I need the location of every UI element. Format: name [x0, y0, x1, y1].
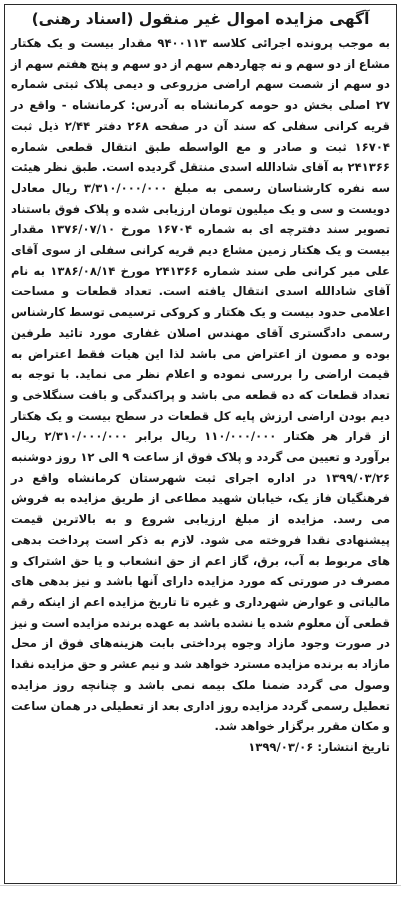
notice-title: آگهی مزایده اموال غیر منقول (اسناد رهنی)	[31, 10, 370, 28]
notice-body: به موجب پرونده اجرائی کلاسه ۹۴۰۰۱۱۳ مقدار بیست و یک هکتار مشاع از دو سهم و نه چهاردهم سهم از دو سهم و پنج هفتم سهم از دو سهم از شصت سهم اراضی مزروعی و دیمی پلاک ثبتی شماره ۲۷ اصلی بخش دو حومه کرمانشاه به آدرس: کرمانشاه - واقع در قریه کرانی سفلی که سند آن در صفحه ۲۶۸ دفتر ۲/۴۴ ذیل ثبت ۱۶۷۰۴ ثبت و صادر و مع الواسطه طبق انتقال قطعی شماره ۲۴۱۳۶۶ به آقای شادالله اسدی منتقل گردیده است. طبق نظر هیئت سه نفره کارشناسان رسمی به مبلغ ۳/۳۱۰/۰۰۰/۰۰۰ ریال معادل دویست و سی و یک میلیون تومان ارزیابی شده و پلاک فوق باستناد تصویر سند دفترچه ای به شماره ۱۶۷۰۴ مورخ ۱۳۷۶/۰۷/۱۰ مقدار بیست و یک هکتار زمین مشاع دیم قریه کرانی سفلی از سوی آقای علی میر کرانی طی سند شماره ۲۴۱۳۶۶ مورخ ۱۳۸۶/۰۸/۱۴ به نام آقای شادالله اسدی انتقال یافته است. تعداد قطعات و مساحت اعلامی حدود بیست و یک هکتار و کروکی ترسیمی توسط کارشناس رسمی دادگستری آقای مهندس اصلان غفاری مورد تائید طرفین بوده و مصون از اعتراض می باشد لذا این هیات فقط اعتراض به قیمت اراضی را بررسی نموده و اعلام نظر می نماید. با توجه به تعداد قطعات که ده قطعه می باشد و پراکندگی و بافت سنگلاخی و دیم بودن اراضی ارزش پایه کل قطعات در سطح بیست و یک هکتار از قرار هر هکتار ۱۱۰/۰۰۰/۰۰۰ ریال برابر ۲/۳۱۰/۰۰۰/۰۰۰ ریال برآورد و تعیین می گردد و پلاک فوق از ساعت ۹ الی ۱۲ روز دوشنبه ۱۳۹۹/۰۳/۲۶ در اداره اجرای ثبت شهرستان کرمانشاه واقع در فرهنگیان فاز یک، خیابان شهید مطاعی از طریق مزایده به فروش می رسد. مزایده از مبلغ ارزیابی شروع و به بالاترین قیمت پیشنهادی نقدا فروخته می شود. لازم به ذکر است پرداخت بدهی های مربوط به آب، برق، گاز اعم از حق انشعاب و یا حق اشتراک و مصرف در صورتی که مورد مزایده دارای آنها باشد و نیز بدهی های مالیاتی و عوارض شهرداری و غیره تا تاریخ مزایده اعم از اینکه رقم قطعی آن معلوم شده یا نشده باشد به عهده برنده مزایده است و نیز در صورت وجود مازاد وجوه پرداختی بابت هزینه‌های فوق از محل مازاد به برنده مزایده مسترد خواهد شد و نیم عشر و حق مزایده نقدا وصول می گردد ضمنا ملک بیمه نمی باشد و چنانچه روز مزایده تعطیل رسمی گردد مزایده روز اداری بعد از تعطیلی در همان ساعت و مکان مقرر برگزار خواهد شد.	[11, 36, 391, 734]
page-edge-strip	[0, 885, 401, 904]
auction-notice	[4, 4, 397, 884]
publication-date-value: ۱۳۹۹/۰۳/۰۶	[248, 739, 314, 754]
publication-date-label: تاریخ انتشار:	[317, 739, 390, 754]
publication-date	[11, 737, 390, 757]
